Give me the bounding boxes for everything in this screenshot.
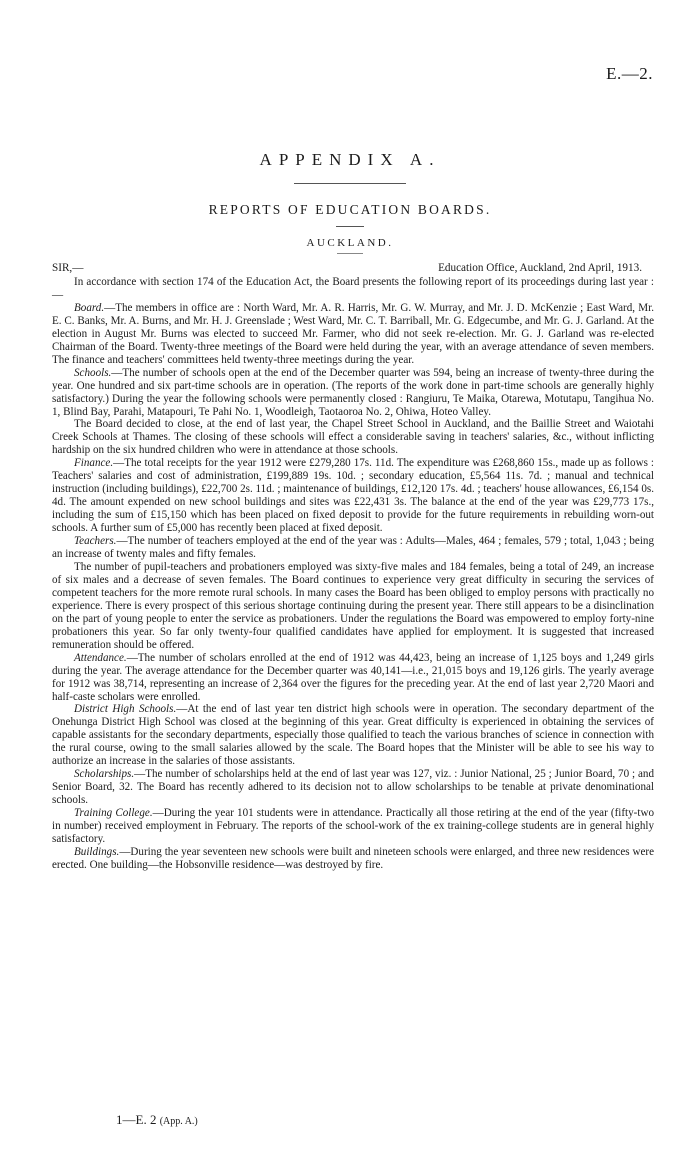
section-subtitle: REPORTS OF EDUCATION BOARDS. [208,202,492,217]
subtitle-dash [336,226,364,227]
paragraph-heading: Schools. [74,366,112,379]
paragraph-text: The Board decided to close, at the end of last year, the Chapel Street School in Auckland, and the Baillie Street and Waiotahi Creek Schools at Thames. The closing of these schools will effect a considerable saving in teachers' salaries, &c., without inflicting hardship on the six hundred children who were in attendance at those schools. [52,418,654,457]
report-paragraph [52,561,654,652]
paragraph-text: —The members in office are : North Ward, Mr. A. R. Harris, Mr. G. W. Murray, and Mr. J. D. McKenzie ; East Ward, Mr. E. C. Banks, Mr. A. Burns, and Mr. H. J. Greenslade ; West Ward, Mr. C. T. Barriball, Mr. G. Edgecumbe, and Mr. G. J. Garland. At the election in August Mr. Burns was elected to succeed Mr. Farmer, who did not seek re-election. Mr. G. J. Garland was re-elected Chairman of the Board. Twenty-three meetings of the Board were held during the year, with an average attendance of seven members. The finance and teachers' committees held twenty-three meetings during the year. [52,301,654,366]
paragraph-heading: Training College. [74,807,153,820]
paragraph-text: —The number of scholarships held at the end of last year was 127, viz. : Junior National, 25 ; Junior Board, 70 ; and Senior Board, 32. The Board has recently adhered to its decision not to allow scholarships to be tenable at private denominational schools. [52,768,654,807]
salutation: SIR,— [52,262,84,274]
paragraph-text: In accordance with section 174 of the Education Act, the Board presents the following report of its proceedings during last year :— [52,276,654,301]
report-paragraph [52,276,654,302]
report-paragraph [52,457,654,535]
paragraph-text: —The number of schools open at the end of the December quarter was 594, being an increase of twenty-three during the year. One hundred and six part-time schools are in operation. (The reports of the work done in part-time schools are generally highly satisfactory.) During the year the following schools were permanently closed : Rangiuru, Te Maika, Otarewa, Motutapu, Tangihua No. 1, Blind Bay, Parahi, Matapouri, Te Pahi No. 1, Woodleigh, Taotaoroa No. 2, Ohiwa, Hoteo Valley. [52,366,654,418]
footer-appendix-ref: (App. A.) [159,1116,198,1127]
report-paragraph [52,302,654,367]
footer-signature: 1—E. 2 [116,1112,157,1127]
title-underline [294,183,406,184]
paragraph-heading: Attendance. [74,651,127,664]
report-paragraph [52,418,654,457]
paragraph-text: —The number of scholars enrolled at the end of 1912 was 44,423, being an increase of 1,125 boys and 1,249 girls during the year. The average attendance for the December quarter was 40,141—i.e., 21,015 boys and 19,126 girls. The yearly average for 1912 was 38,714, representing an increase of 2,364 over the figures for the preceding year. At the end of last year 2,720 Maori and half-caste scholars were enrolled. [52,651,654,703]
report-paragraph [52,652,654,704]
appendix-title: APPENDIX A. [259,150,441,169]
region-heading: AUCKLAND. [306,237,394,249]
paragraph-text: —At the end of last year ten district high schools were in operation. The secondary department of the Onehunga District High School was closed at the beginning of this year. Great difficulty is experienced in obtaining the services of capable assistants for the secondary departments, especially those qualified to teach the various branches of science in connection with the rural course, owing to the small salaries allowed by the scale. The Board hopes that the Minister will be able to see his way to authorize an increase in the salaries of those assistants. [52,703,654,768]
letter-address: Education Office, Auckland, 2nd April, 1913. [438,262,642,274]
report-paragraph [52,768,654,807]
paragraph-heading: Finance. [74,457,114,470]
report-paragraph [52,367,654,419]
report-paragraph [52,535,654,561]
report-paragraph [52,807,654,846]
report-paragraph [52,703,654,768]
paragraph-text: The number of pupil-teachers and probationers employed was sixty-five males and 184 females, being a total of 249, an increase of six males and a decrease of seven females. The Board continues to experience very great difficulty in securing the services of competent teachers for the more remote rural schools. In many cases the Board has been obliged to employ persons with practically no experience. There is every prospect of this serious shortage continuing during the present year. There still appears to be a disinclination on the part of young people to enter the service as probationers. Under the regulations the Board was empowered to employ forty-nine probationers this year. So far only twenty-four qualified candidates have applied for employment. It is suggested that increased remuneration should be offered. [52,560,654,651]
paragraph-text: —During the year seventeen new schools were built and nineteen schools were enlarged, and three new residences were erected. One building—the Hobsonville residence—was destroyed by fire. [52,845,654,871]
paragraph-text: —During the year 101 students were in attendance. Practically all those retiring at the end of the year (fifty-two in number) received employment in February. The reports of the school-work of the ex training-college students are in general highly satisfactory. [52,807,655,845]
paragraph-heading: Teachers. [74,535,117,548]
page-reference: E.—2. [606,64,653,83]
paragraph-text: —The number of teachers employed at the end of the year was : Adults—Males, 464 ; females, 579 ; total, 1,043 ; being an increase of twenty males and fifty females. [52,535,654,561]
report-paragraph [52,846,654,872]
region-dash [337,253,363,254]
page-footer [116,1112,198,1128]
paragraph-heading: Board. [74,301,105,314]
paragraph-heading: District High Schools. [74,703,177,716]
report-body [52,276,654,872]
paragraph-heading: Scholarships. [74,768,135,781]
paragraph-text: —The total receipts for the year 1912 were £279,280 17s. 11d. The expenditure was £268,860 15s., made up as follows : Teachers' salaries and cost of administration, £199,889 19s. 10d. ; secondary education, £5,564 11s. 7d. ; manual and technical instruction (including buildings), £22,700 2s. 11d. ; maintenance of buildings, £12,120 17s. 4d. ; teachers' house allowances, £6,154 0s. 4d. The amount expended on new school buildings and sites was £22,431 3s. The balance at the end of the year was £29,773 17s., including the sum of £15,150 which has been placed on fixed deposit to provide for the future requirements in rebuilding worn-out schools. A further sum of £5,000 has recently been placed at fixed deposit. [52,457,654,535]
paragraph-heading: Buildings. [74,845,120,858]
